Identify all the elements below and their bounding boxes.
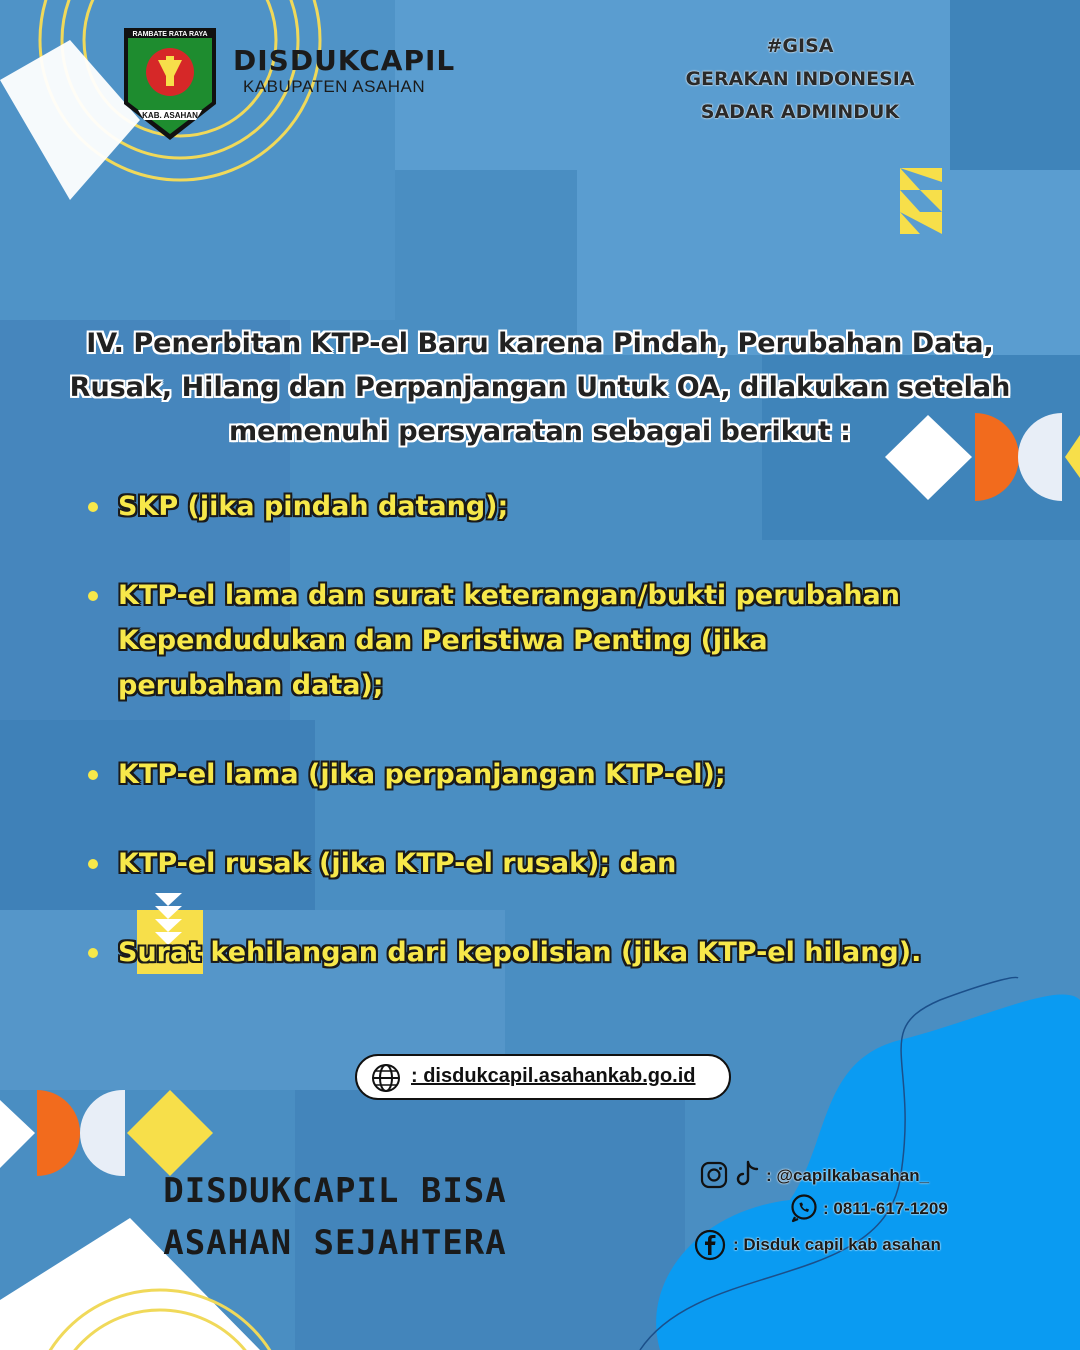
website-url[interactable]: : disdukcapil.asahankab.go.id bbox=[411, 1065, 696, 1087]
whatsapp-icon[interactable] bbox=[789, 1193, 819, 1223]
campaign-block bbox=[650, 30, 950, 129]
campaign-hashtag: #GISA bbox=[766, 35, 834, 57]
list-item bbox=[86, 484, 986, 529]
list-item bbox=[86, 573, 986, 708]
website-link[interactable] bbox=[355, 1054, 731, 1100]
tiktok-icon[interactable] bbox=[734, 1159, 762, 1189]
brand-title: DISDUKCAPIL bbox=[233, 44, 456, 77]
instagram-icon[interactable] bbox=[700, 1161, 728, 1189]
bullet-icon bbox=[88, 770, 98, 780]
logo-motto-text: RAMBATE RATA RAYA bbox=[132, 31, 208, 38]
facebook-page-name[interactable]: : Disduk capil kab asahan bbox=[733, 1235, 941, 1254]
globe-icon bbox=[371, 1063, 401, 1093]
campaign-line-1: GERAKAN INDONESIA bbox=[685, 68, 915, 90]
brand-subtitle: KABUPATEN ASAHAN bbox=[243, 77, 426, 96]
asahan-regency-logo bbox=[118, 24, 222, 142]
requirement-text: KTP-el lama (jika perpanjangan KTP-el); bbox=[118, 759, 726, 790]
slogan-line-1: DISDUKCAPIL BISA bbox=[163, 1171, 507, 1211]
bullet-icon bbox=[88, 502, 98, 512]
list-item bbox=[86, 841, 986, 886]
bullet-icon bbox=[88, 948, 98, 958]
title-line-3: memenuhi persyaratan sebagai berikut : bbox=[229, 416, 851, 447]
slogan bbox=[130, 1165, 540, 1269]
title-line-1: IV. Penerbitan KTP-el Baru karena Pindah, Perubahan Data, bbox=[86, 328, 994, 359]
requirement-text: KTP-el lama dan surat keterangan/bukti perubahan Kependudukan dan Peristiwa Penting (jika perubahan data); bbox=[118, 580, 900, 701]
list-item bbox=[86, 930, 986, 975]
bullet-icon bbox=[88, 859, 98, 869]
requirement-text: Surat kehilangan dari kepolisian (jika KTP-el hilang). bbox=[118, 937, 922, 968]
list-item bbox=[86, 752, 986, 797]
requirement-text: SKP (jika pindah datang); bbox=[118, 491, 509, 522]
facebook-icon[interactable] bbox=[694, 1229, 726, 1261]
whatsapp-number[interactable]: : 0811-617-1209 bbox=[823, 1199, 948, 1218]
title-line-2: Rusak, Hilang dan Perpanjangan Untuk OA, dilakukan setelah bbox=[69, 372, 1011, 403]
slogan-line-2: ASAHAN SEJAHTERA bbox=[163, 1223, 507, 1263]
campaign-line-2: SADAR ADMINDUK bbox=[700, 101, 900, 123]
logo-region-text: KAB. ASAHAN bbox=[142, 111, 198, 120]
requirements-list bbox=[86, 484, 986, 975]
bullet-icon bbox=[88, 591, 98, 601]
instagram-tiktok-handle[interactable]: : @capilkabasahan_ bbox=[766, 1166, 930, 1185]
page-title bbox=[60, 322, 1020, 454]
requirement-text: KTP-el rusak (jika KTP-el rusak); dan bbox=[118, 848, 677, 879]
